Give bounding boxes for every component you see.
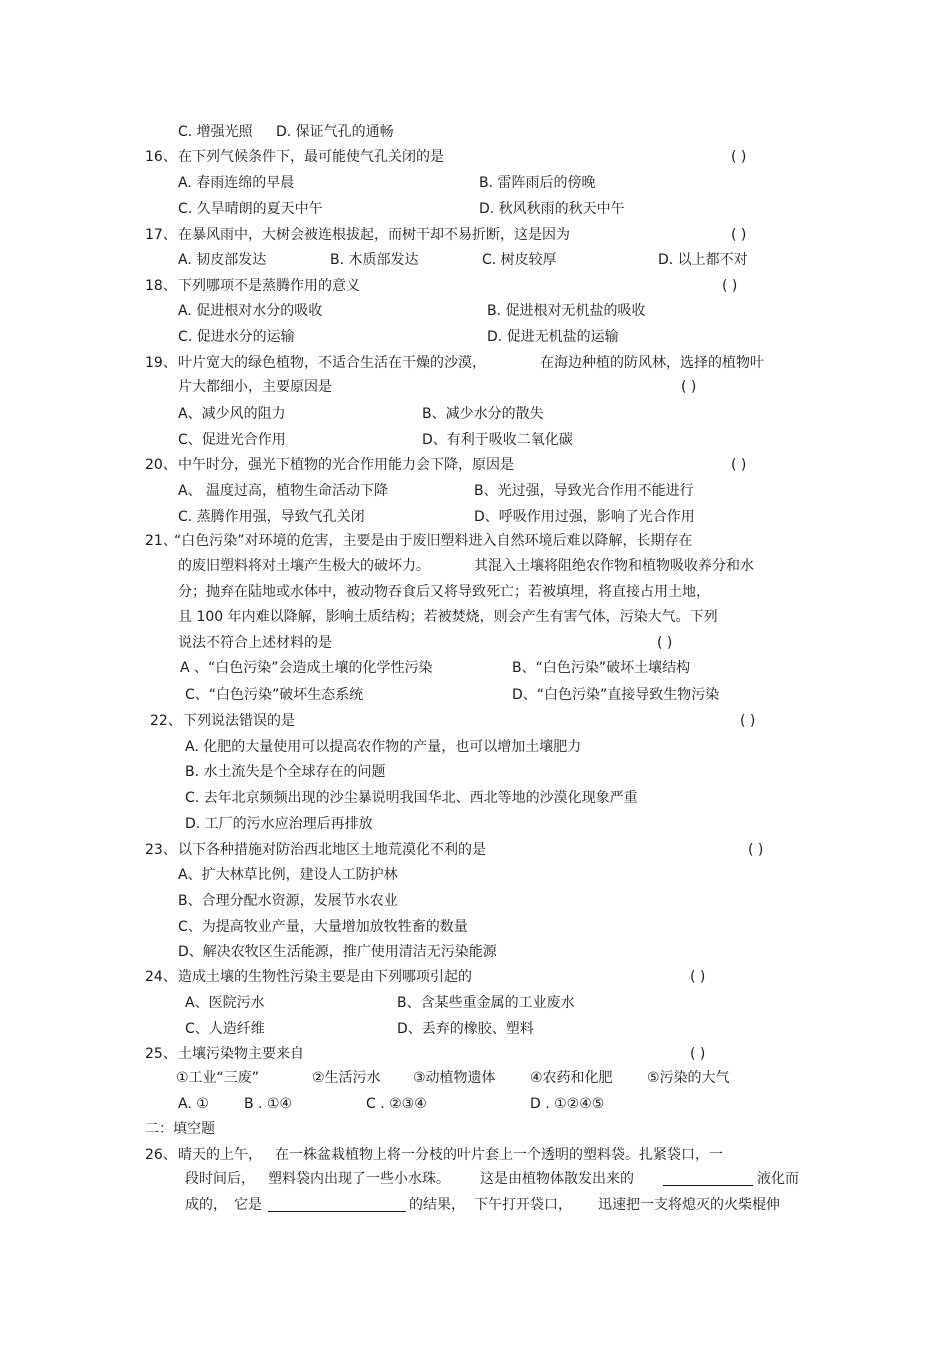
q16-option-c: C. 久旱晴朗的夏天中午 xyxy=(178,201,323,217)
q26-blank-1[interactable] xyxy=(663,1171,753,1186)
q19-option-c: C、促进光合作用 xyxy=(178,432,286,448)
q19-answer-paren: ( ) xyxy=(681,379,697,395)
q26-line2d: 液化而 xyxy=(757,1171,799,1187)
q23-option-b: B、合理分配水资源，发展节水农业 xyxy=(178,893,398,909)
q26-blank-2[interactable] xyxy=(268,1197,406,1212)
q21-passage-line2b: 其混入土壤将阻绝农作物和植物吸收养分和水 xyxy=(474,558,754,574)
q26-line1a: 晴天的上午， xyxy=(178,1147,262,1163)
q18-answer-paren: ( ) xyxy=(722,278,738,294)
q23-answer-paren: ( ) xyxy=(748,842,764,858)
q17-option-b: B. 木质部发达 xyxy=(330,252,419,268)
q26-line3d: 下午打开袋口， xyxy=(474,1197,572,1213)
q20-option-d: D、呼吸作用过强，影响了光合作用 xyxy=(474,509,695,525)
q17-option-c: C. 树皮较厚 xyxy=(482,252,557,268)
q17-option-d: D. 以上都不对 xyxy=(658,252,748,268)
q21-option-d: D、“白色污染”直接导致生物污染 xyxy=(512,687,720,703)
q23-stem: 以下各种措施对防治西北地区土地荒漠化不利的是 xyxy=(178,842,486,858)
q25-option-b: B . ①④ xyxy=(244,1096,293,1112)
q26-number: 26、 xyxy=(145,1147,177,1163)
q16-option-a: A. 春雨连绵的早晨 xyxy=(178,175,295,191)
q22-number: 22、 xyxy=(150,713,182,729)
q16-answer-paren: ( ) xyxy=(731,149,747,165)
q23-option-c: C、为提高牧业产量，大量增加放牧牲畜的数量 xyxy=(178,919,468,935)
q26-line2b: 塑料袋内出现了一些小水珠。 xyxy=(268,1171,450,1187)
q24-number: 24、 xyxy=(145,969,177,985)
q25-answer-paren: ( ) xyxy=(690,1046,706,1062)
q21-stem: 说法不符合上述材料的是 xyxy=(178,635,332,651)
q26-line3e: 迅速把一支将熄灭的火柴棍伸 xyxy=(598,1197,780,1213)
q25-number: 25、 xyxy=(145,1046,177,1062)
q18-stem: 下列哪项不是蒸腾作用的意义 xyxy=(178,278,360,294)
q24-option-a: A、医院污水 xyxy=(185,995,265,1011)
q19-number: 19、 xyxy=(145,355,177,371)
q15-option-c: C. 增强光照 xyxy=(178,124,253,140)
q25-stem: 土壤污染物主要来自 xyxy=(178,1046,304,1062)
q20-option-c: C. 蒸腾作用强，导致气孔关闭 xyxy=(178,509,365,525)
q21-passage-line1: “白色污染”对环境的危害，主要是由于废旧塑料进入自然环境后难以降解，长期存在 xyxy=(174,533,693,549)
q24-option-c: C、人造纤维 xyxy=(185,1021,265,1037)
q17-answer-paren: ( ) xyxy=(731,227,747,243)
q21-option-a: A 、“白色污染”会造成土壤的化学性污染 xyxy=(180,660,433,676)
q25-item-3: ③动植物遗体 xyxy=(413,1070,496,1086)
q21-passage-line2a: 的废旧塑料将对土壤产生极大的破坏力。 xyxy=(178,558,430,574)
q24-answer-paren: ( ) xyxy=(690,969,706,985)
q23-option-a: A、扩大林草比例，建设人工防护林 xyxy=(178,867,398,883)
q25-option-c: C . ②③④ xyxy=(366,1096,427,1112)
section-heading-fill-in: 二：填空题 xyxy=(145,1121,215,1137)
q26-line2c: 这是由植物体散发出来的 xyxy=(480,1171,634,1187)
q25-item-1: ①工业“三废” xyxy=(176,1070,260,1086)
q22-answer-paren: ( ) xyxy=(740,713,756,729)
q20-answer-paren: ( ) xyxy=(731,457,747,473)
q16-option-b: B. 雷阵雨后的傍晚 xyxy=(479,175,596,191)
q21-passage-line3: 分；抛弃在陆地或水体中，被动物吞食后又将导致死亡；若被填埋，将直接占用土地， xyxy=(178,584,710,600)
q18-option-b: B. 促进根对无机盐的吸收 xyxy=(487,303,646,319)
q16-option-d: D. 秋风秋雨的秋天中午 xyxy=(479,201,625,217)
q19-option-d: D、有利于吸收二氧化碳 xyxy=(422,432,573,448)
q24-option-b: B、含某些重金属的工业废水 xyxy=(397,995,575,1011)
q21-answer-paren: ( ) xyxy=(657,635,673,651)
q23-option-d: D、解决农牧区生活能源，推广使用清洁无污染能源 xyxy=(178,944,497,960)
q21-option-c: C、“白色污染”破坏生态系统 xyxy=(185,687,364,703)
q19-stem-line2: 片大都细小，主要原因是 xyxy=(178,379,332,395)
q26-line1b: 在一株盆栽植物上将一分枝的叶片套上一个透明的塑料袋。扎紧袋口，一 xyxy=(275,1147,723,1163)
q25-item-5: ⑤污染的大气 xyxy=(647,1070,730,1086)
q19-stem-line1a: 叶片宽大的绿色植物，不适合生活在干燥的沙漠， xyxy=(178,355,486,371)
q20-number: 20、 xyxy=(145,457,177,473)
q26-line2a: 段时间后， xyxy=(185,1171,255,1187)
q18-option-a: A. 促进根对水分的吸收 xyxy=(178,303,323,319)
q18-option-c: C. 促进水分的运输 xyxy=(178,329,295,345)
q18-number: 18、 xyxy=(145,278,177,294)
q20-option-b: B、光过强，导致光合作用不能进行 xyxy=(474,483,694,499)
q22-option-c: C. 去年北京频频出现的沙尘暴说明我国华北、西北等地的沙漠化现象严重 xyxy=(185,790,638,806)
q26-line3a: 成的， xyxy=(185,1197,227,1213)
q19-option-a: A、减少风的阻力 xyxy=(178,406,286,422)
q21-number: 21、 xyxy=(145,533,177,549)
q22-option-a: A. 化肥的大量使用可以提高农作物的产量，也可以增加土壤肥力 xyxy=(185,739,582,755)
q19-option-b: B、减少水分的散失 xyxy=(422,406,544,422)
q16-stem: 在下列气候条件下，最可能使气孔关闭的是 xyxy=(178,149,444,165)
q26-line3c: 的结果， xyxy=(409,1197,465,1213)
q20-stem: 中午时分，强光下植物的光合作用能力会下降，原因是 xyxy=(178,457,514,473)
q17-number: 17、 xyxy=(145,227,177,243)
q16-number: 16、 xyxy=(145,149,177,165)
q19-stem-line1b: 在海边种植的防风林，选择的植物叶 xyxy=(540,355,764,371)
q22-option-b: B. 水土流失是个全球存在的问题 xyxy=(185,764,386,780)
q26-line3b: 它是 xyxy=(234,1197,262,1213)
q22-stem: 下列说法错误的是 xyxy=(183,713,295,729)
q21-option-b: B、“白色污染”破坏土壤结构 xyxy=(512,660,691,676)
q25-item-2: ②生活污水 xyxy=(312,1070,381,1086)
q15-option-d: D. 保证气孔的通畅 xyxy=(276,124,394,140)
q17-option-a: A. 韧皮部发达 xyxy=(178,252,267,268)
q25-item-4: ④农药和化肥 xyxy=(530,1070,613,1086)
q23-number: 23、 xyxy=(145,842,177,858)
q24-option-d: D、丢弃的橡胶、塑料 xyxy=(397,1021,534,1037)
q21-passage-line4: 且 100 年内难以降解，影响土质结构；若被焚烧，则会产生有害气体，污染大气。下列 xyxy=(178,609,718,625)
q17-stem: 在暴风雨中，大树会被连根拔起，而树干却不易折断，这是因为 xyxy=(178,227,570,243)
q24-stem: 造成土壤的生物性污染主要是由下列哪项引起的 xyxy=(178,969,472,985)
q25-option-d: D . ①②④⑤ xyxy=(530,1096,605,1112)
q18-option-d: D. 促进无机盐的运输 xyxy=(487,329,619,345)
q25-option-a: A. ① xyxy=(178,1096,209,1112)
q20-option-a: A、 温度过高，植物生命活动下降 xyxy=(178,483,389,499)
q22-option-d: D. 工厂的污水应治理后再排放 xyxy=(185,816,373,832)
